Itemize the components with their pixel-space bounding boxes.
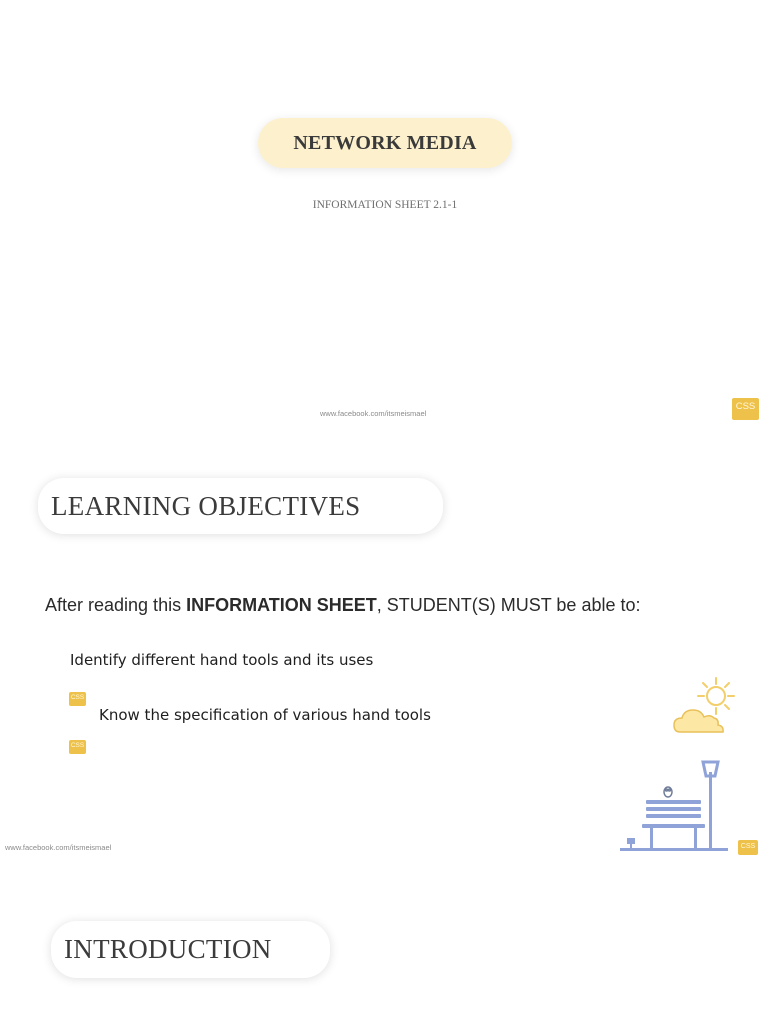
lead-text-end: , STUDENT(S) MUST be able to:	[376, 595, 641, 615]
slide-learning-objectives	[0, 432, 768, 864]
park-bench-icon	[618, 758, 730, 854]
css-logo-icon: CSS	[738, 840, 758, 855]
lead-sentence	[45, 595, 640, 616]
footer-url[interactable]: www.facebook.com/itsmeismael	[5, 843, 112, 852]
slide-introduction	[0, 864, 768, 1024]
bullet-css-icon: CSS	[69, 692, 86, 706]
bullet-css-icon: CSS	[69, 740, 86, 754]
section-heading: LEARNING OBJECTIVES	[51, 490, 361, 521]
page-title: NETWORK MEDIA	[293, 131, 477, 154]
footer-url[interactable]: www.facebook.com/itsmeismael	[320, 409, 427, 418]
lead-text: After reading this	[45, 595, 187, 615]
section-heading: INTRODUCTION	[64, 934, 272, 964]
subtitle: INFORMATION SHEET 2.1-1	[312, 199, 458, 211]
objective-item: Identify different hand tools and its uses	[70, 651, 374, 669]
lead-bold-text: INFORMATION SHEET	[186, 595, 377, 615]
section-heading-pill	[51, 921, 330, 978]
sun-cloud-icon	[668, 674, 740, 738]
css-logo-icon: CSS	[732, 398, 759, 420]
title-pill	[258, 118, 512, 168]
objective-item: Know the specification of various hand tools	[99, 706, 431, 724]
section-heading-pill	[38, 478, 443, 534]
slide-title	[0, 0, 768, 432]
